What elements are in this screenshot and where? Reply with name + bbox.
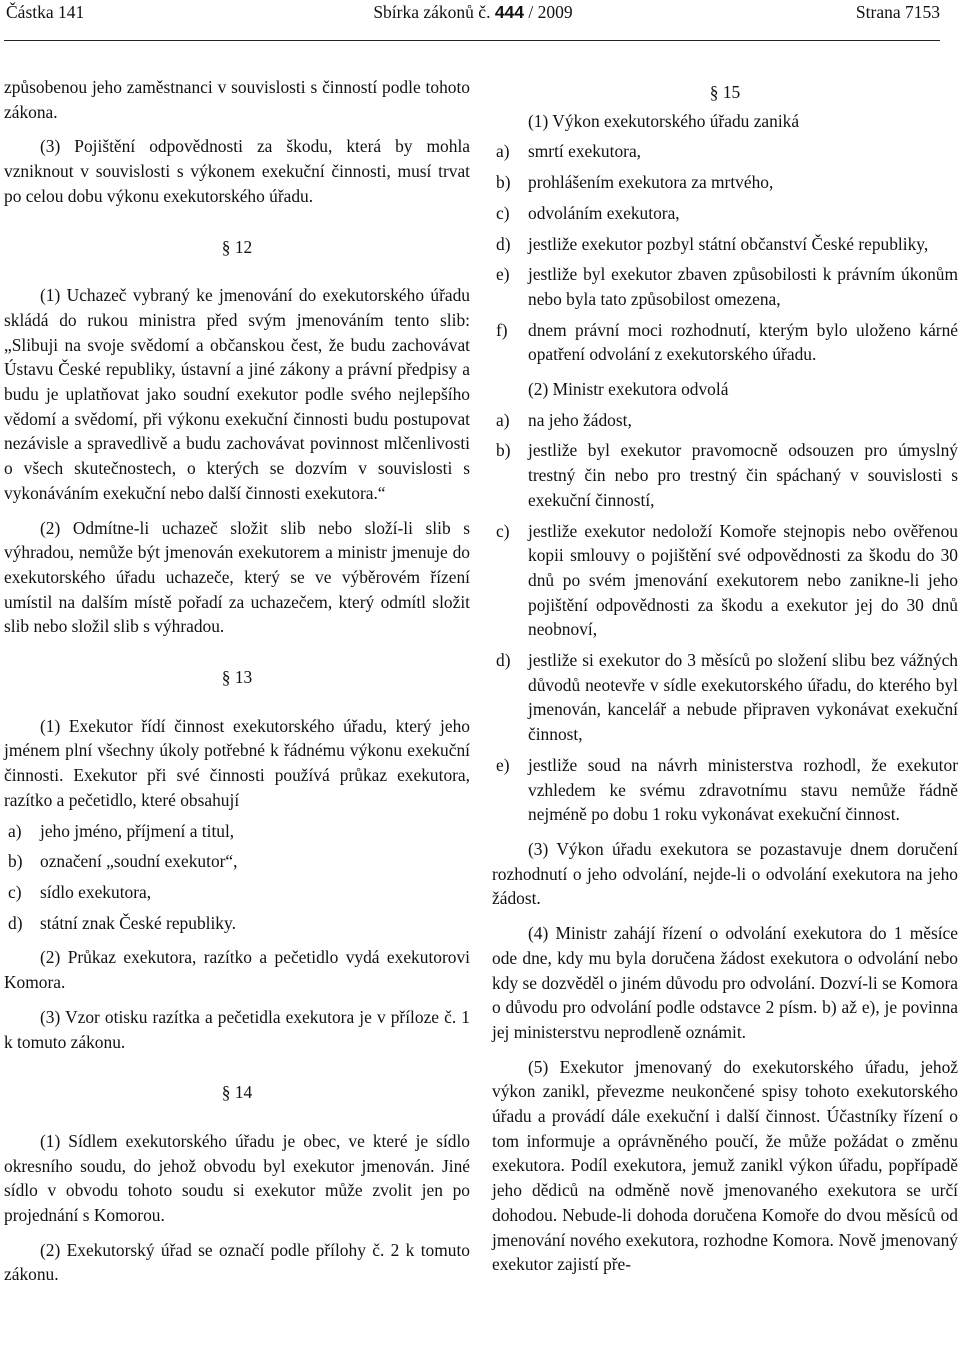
list-item <box>4 849 470 874</box>
list-item <box>4 880 470 905</box>
list-item-text: označení „soudní exekutor“, <box>40 851 238 872</box>
list-item <box>492 648 958 747</box>
paragraph-13-3: (3) Vzor otisku razítka a pečetidla exekutora je v příloze č. 1 k tomuto zákonu. <box>4 1006 470 1052</box>
list-item-text: jeho jméno, příjmení a titul, <box>40 820 235 841</box>
section-heading-12: § 12 <box>221 236 253 257</box>
paragraph-13-2: (2) Průkaz exekutora, razítko a pečetidlo vydá exekutorovi Komora. <box>4 947 470 993</box>
list-item-label: a) <box>8 820 22 841</box>
list-item-text: jestliže soud na návrh ministerstva rozhodl, že exekutor vzhledem ke svému zdravotnímu stavu nemůže řádně nejméně po dobu 1 roku vykonávat exekuční činnost. <box>528 754 958 825</box>
list-item <box>492 139 958 164</box>
left-column <box>4 75 470 1287</box>
list-15-2 <box>492 408 958 827</box>
paragraph-14-2: (2) Exekutorský úřad se označí podle přílohy č. 2 k tomuto zákonu. <box>4 1239 470 1285</box>
paragraph-11-3: (3) Pojištění odpovědnosti za škodu, která by mohla vzniknout v souvislosti s výkonem exekuční činnosti, musí trvat po celou dobu výkonu exekutorského úřadu. <box>4 136 470 206</box>
paragraph-15-4: (4) Ministr zahájí řízení o odvolání exekutora do 1 měsíce ode dne, kdy mu byla doručena žádost exekutora o odvolání nebo kdy se dozvěděl o jiném důvodu pro odvolání. Dozví-li se Komora o důvodu pro odvolání podle odstavce 2 písm. b) až e), je povinna jej ministerstvu neprodleně oznámit. <box>492 923 958 1042</box>
list-item-text: sídlo exekutora, <box>40 881 152 902</box>
paragraph-15-3: (3) Výkon úřadu exekutora se pozastavuje dnem doručení rozhodnutí o jeho odvolání, nejde-li o odvolání exekutora na jeho žádost. <box>492 838 958 909</box>
list-item <box>4 911 470 936</box>
list-item-label: b) <box>496 440 511 461</box>
list-item-text: jestliže byl exekutor pravomocně odsouzen pro úmyslný trestný čin nebo pro trestný čin spáchaný v souvislosti s exekuční činností, <box>528 440 958 510</box>
list-item-text: prohlášením exekutora za mrtvého, <box>528 172 774 193</box>
list-item-label: e) <box>496 264 510 285</box>
list-item-text: smrtí exekutora, <box>528 141 642 162</box>
list-item <box>492 201 958 226</box>
list-item-label: e) <box>496 754 510 775</box>
section-heading-13: § 13 <box>221 667 253 688</box>
list-item-text: na jeho žádost, <box>528 409 632 430</box>
list-item-label: d) <box>8 912 23 933</box>
header-collection-year: / 2009 <box>528 2 573 22</box>
section-heading-14: § 14 <box>221 1082 253 1103</box>
list-item <box>492 232 958 257</box>
list-item-label: c) <box>8 881 22 902</box>
list-item-text: jestliže exekutor nedoloží Komoře stejnopis nebo ověřenou kopii smlouvy o pojištění své odpovědnosti za škodu do 30 dnů po svém jmenování exekutorem nebo zanikne-li jeho pojištění odpovědnosti za škodu a exekutor jej do 30 dnů neobnoví, <box>528 520 958 640</box>
list-item-label: d) <box>496 650 511 671</box>
list-item <box>4 819 470 844</box>
list-item <box>492 170 958 195</box>
list-item <box>492 408 958 433</box>
list-15-1 <box>492 139 958 367</box>
page-header <box>6 2 940 30</box>
list-item <box>492 438 958 512</box>
list-item-label: a) <box>496 409 510 430</box>
header-law-number: 444 <box>494 2 525 22</box>
list-13 <box>4 819 470 936</box>
paragraph-continuation: způsobenou jeho zaměstnanci v souvislosti s činností podle tohoto zákona. <box>4 77 470 122</box>
list-item-label: c) <box>496 202 510 223</box>
list-item-text: státní znak České republiky. <box>40 912 236 933</box>
section-heading-15: § 15 <box>709 82 741 102</box>
list-item-label: d) <box>496 233 511 254</box>
header-page-number: Strana 7153 <box>855 2 940 22</box>
list-item-label: c) <box>496 520 510 541</box>
right-column <box>492 80 958 1277</box>
paragraph-13-1: (1) Exekutor řídí činnost exekutorského úřadu, který jeho jménem plní všechny úkoly potřebné k řádnému výkonu exekuční činnosti. Exekutor při své činnosti používá průkaz exekutora, razítko a pečetidlo, které obsahují <box>4 715 470 810</box>
header-collection-prefix: Sbírka zákonů č. <box>373 2 491 22</box>
paragraph-15-5: (5) Exekutor jmenovaný do exekutorského úřadu, jehož výkon zanikl, převezme neukončené spisy tohoto exekutorského úřadu a provádí dále exekuční i další činnost. Účastníky řízení o tom informuje a oprávněného poučí, že může požádat o změnu exekutora. Podíl exekutora, jemuž zanikl výkon úřadu, popřípadě jeho dědiců na odměně nově jmenovaného exekutora se určí dohodou. Nebude-li dohoda doručena Komoře do dvou měsíců od jmenování nového exekutora, rozhodne Komora. Nově jmenovaný exekutor zajistí pře- <box>492 1056 958 1275</box>
header-collection <box>6 2 940 23</box>
list-item <box>492 519 958 643</box>
paragraph-14-1: (1) Sídlem exekutorského úřadu je obec, ve které je sídlo okresního soudu, do jehož obvodu byl exekutor jmenován. Jiné sídlo v obvodu tohoto soudu si exekutor může zvolit jen po projednání s Komorou. <box>4 1130 470 1226</box>
list-item-text: jestliže si exekutor do 3 měsíců po složení slibu bez vážných důvodů neotevře v sídle exekutorského úřadu, do kterého byl jmenován, kancelář a nebude připraven vykonávat exekuční činnost, <box>528 650 958 745</box>
list-item-label: b) <box>496 172 511 193</box>
list-item-text: odvoláním exekutora, <box>528 202 680 223</box>
list-item <box>492 262 958 311</box>
header-issue: Částka 141 <box>6 2 85 22</box>
list-item-text: jestliže exekutor pozbyl státní občanství České republiky, <box>528 233 929 254</box>
list-item-text: jestliže byl exekutor zbaven způsobilosti k právním úkonům nebo byla tato způsobilost omezena, <box>528 264 958 309</box>
paragraph-12-2: (2) Odmítne-li uchazeč složit slib nebo složí-li slib s výhradou, nemůže být jmenován exekutorem a ministr jmenuje do exekutorského úřadu uchazeče, který se ve výběrovém řízení umístil na dalším místě pořadí za uchazečem, který odmítl složit slib nebo složil slib s výhradou. <box>4 517 470 637</box>
list-item-label: a) <box>496 141 510 162</box>
paragraph-15-2: (2) Ministr exekutora odvolá <box>528 379 729 400</box>
paragraph-15-1: (1) Výkon exekutorského úřadu zaniká <box>528 110 800 131</box>
paragraph-12-1: (1) Uchazeč vybraný ke jmenování do exekutorského úřadu skládá do rukou ministra před svým jmenováním tento slib: „Slibuji na svoje svědomí a občanskou čest, že budu zachovávat Ústavu České republiky, ústavní a jiné zákony a právní předpisy a budu je uplatňovat jako soudní exekutor podle svého nejlepšího vědomí a svědomí, při výkonu exekuční činnosti budu postupovat nezávisle a spravedlivě a budu zachovávat povinnost mlčenlivosti o všech skutečnostech, o kterých se dozvím v souvislosti s vykonáváním exekuční nebo další činnosti exekutora.“ <box>4 285 470 503</box>
header-divider <box>4 40 940 41</box>
list-item-text: dnem právní moci rozhodnutí, kterým bylo uloženo kárné opatření odvolání z exekutorského úřadu. <box>528 319 958 365</box>
list-item-label: b) <box>8 851 23 872</box>
list-item <box>492 318 958 367</box>
list-item <box>492 753 958 827</box>
list-item-label: f) <box>496 319 508 340</box>
